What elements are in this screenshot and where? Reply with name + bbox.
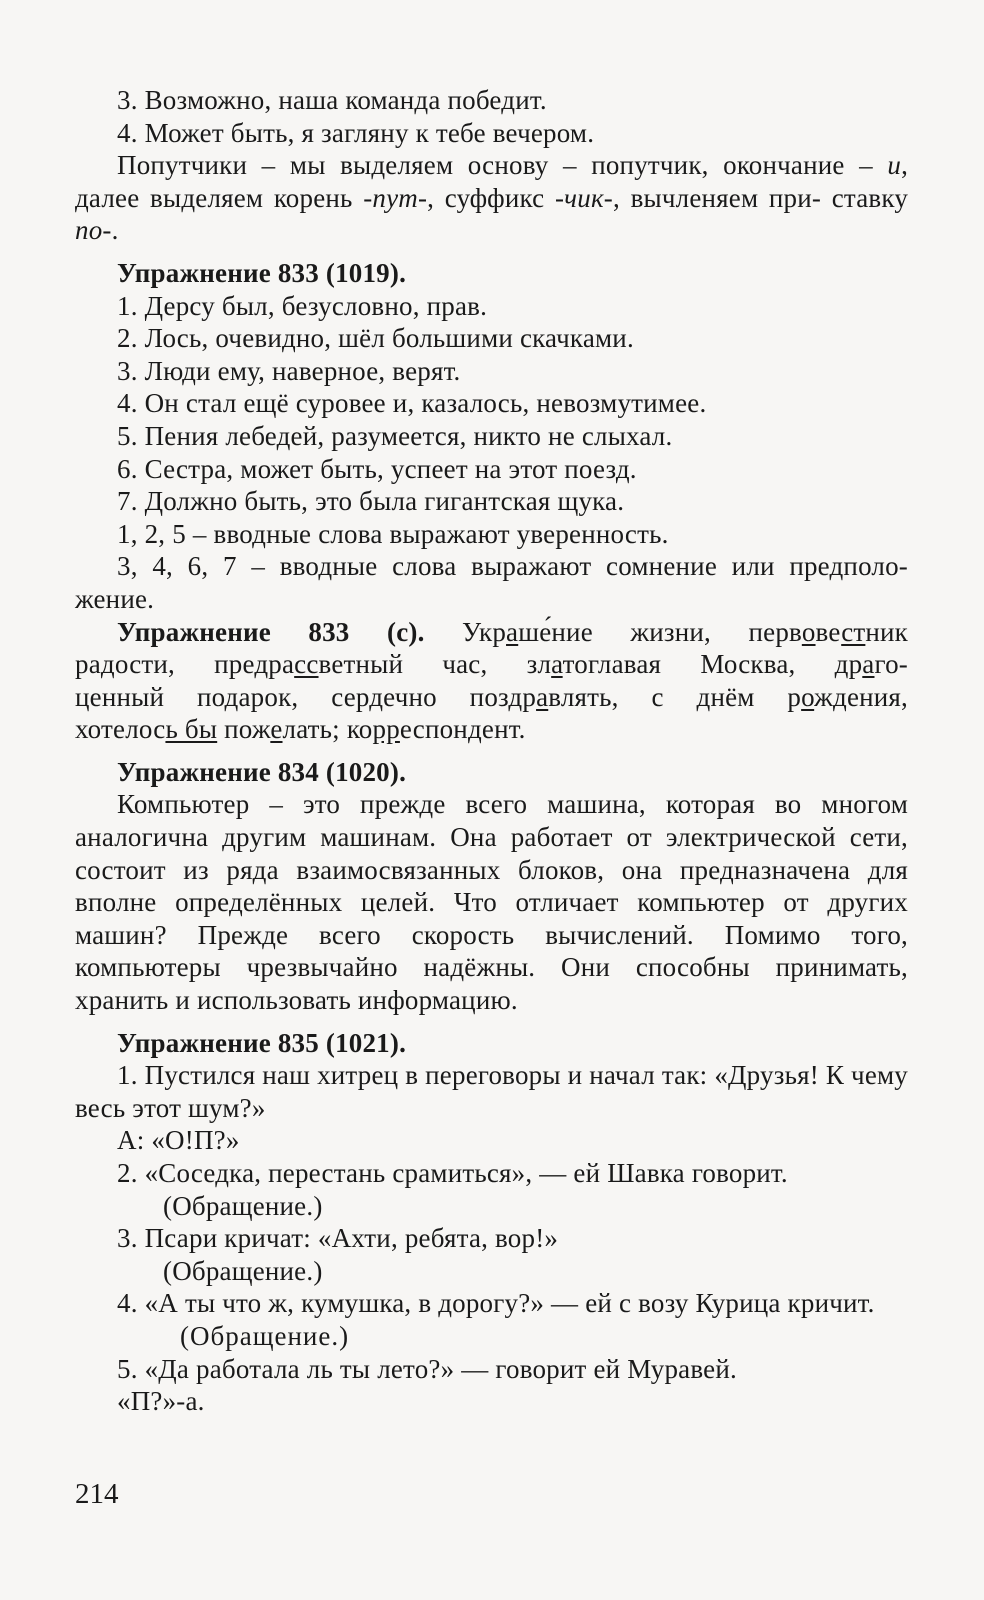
exercise-line: 3. Люди ему, наверное, верят. [117, 355, 461, 386]
exercise-834-text: Компьютер – это прежде всего машина, которая во многом аналогична другим машинам. Она работает от электрической сети, состоит из ряда взаимосвязанных блоков, она предназначена для вполне определённых целей. Что отличает компьютер от других машин? Прежде всего скорость вычислений. Помимо того, компьютеры чрезвычайно надёжны. Они способны принимать, хранить и использовать информацию. [75, 789, 908, 1016]
exercise-line: 5. «Да работала ль ты лето?» — говорит ей Муравей. [117, 1353, 737, 1384]
answer-line: 4. Может быть, я загляну к тебе вечером. [117, 117, 595, 148]
note-line: (Обращение.) [163, 1255, 323, 1286]
morpheme-analysis: Попутчики – мы выделяем основу – попутчик, окончание – и, далее выделяем корень -пут-, суффикс -чик-, вычленяем при- ставку по-. [75, 150, 909, 246]
exercise-line: 7. Должно быть, это была гигантская щука. [117, 486, 625, 517]
exercise-line: 4. «А ты что ж, кумушка, в дорогу?» — ей с возу Курица кричит. [117, 1288, 875, 1319]
exercise-line: 2. Лось, очевидно, шёл большими скачками. [117, 323, 634, 354]
answer-line: 3. Возможно, наша команда победит. [117, 85, 547, 115]
exercise-line: 3, 4, 6, 7 – вводные слова выражают сомнение или предполо- [117, 551, 908, 582]
scheme-line: «П?»-а. [117, 1386, 205, 1417]
page-text [75, 84, 908, 1418]
exercise-heading-834: Упражнение 834 (1020). [117, 756, 407, 787]
note-line: (Обращение.) [180, 1320, 350, 1351]
exercise-833c-line: ценный подарок, сердечно поздравлять, с днём рождения, [75, 681, 908, 712]
note-line: (Обращение.) [163, 1190, 323, 1221]
exercise-line: 2. «Соседка, перестань срамиться», — ей Шавка говорит. [117, 1158, 788, 1188]
exercise-line: 3. Псари кричат: «Ахти, ребята, вор!» [117, 1223, 559, 1254]
exercise-line: 5. Пения лебедей, разумеется, никто не слыхал. [117, 420, 673, 451]
exercise-line: жение. [75, 583, 155, 614]
exercise-heading-833: Упражнение 833 (1019). [117, 257, 407, 288]
exercise-line: 1. Дерсу был, безусловно, прав. [117, 290, 488, 321]
page-number: 214 [75, 1478, 119, 1510]
exercise-833c-line: радости, предрассветный час, златоглавая Москва, драго- [75, 649, 908, 680]
scheme-line: А: «О!П?» [117, 1125, 240, 1156]
exercise-line: 1. Пустился наш хитрец в переговоры и начал так: «Друзья! К чему весь этот шум?» [75, 1060, 908, 1123]
exercise-833c-line: Упражнение 833 (с). Украше́ние жизни, первовестник [117, 616, 908, 647]
exercise-833c-line: хотелось бы пожелать; корреспондент. [75, 714, 526, 745]
exercise-line: 6. Сестра, может быть, успеет на этот поезд. [117, 453, 637, 484]
exercise-heading-835: Упражнение 835 (1021). [117, 1027, 407, 1058]
exercise-line: 1, 2, 5 – вводные слова выражают уверенность. [117, 518, 669, 549]
exercise-line: 4. Он стал ещё суровее и, казалось, невозмутимее. [117, 388, 707, 419]
